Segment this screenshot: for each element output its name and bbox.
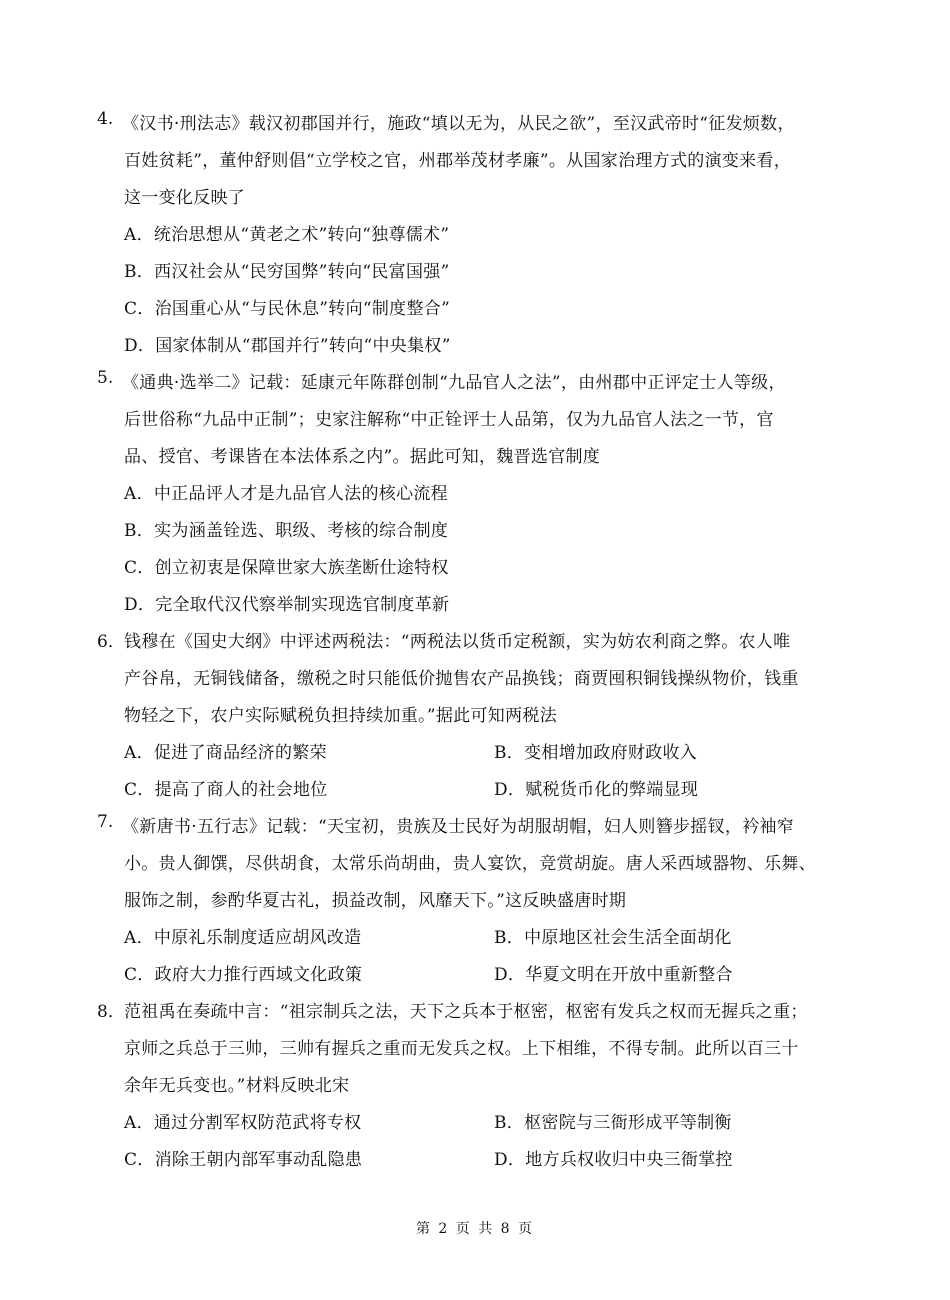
- option-b: B．变相增加政府财政收入: [494, 743, 698, 763]
- question-stem-line: 京师之兵总于三帅，三帅有握兵之重而无发兵之权。上下相维，不得专制。此所以百三十: [124, 1039, 799, 1059]
- question-stem-line: 服饰之制，参酌华夏古礼，损益改制，风靡天下。”这反映盛唐时期: [124, 891, 627, 911]
- question-stem-line: 《通典·选举二》记载：延康元年陈群创制“九品官人之法”，由州郡中正评定士人等级，: [122, 373, 786, 393]
- question-stem-line: 物轻之下，农户实际赋税负担持续加重。”据此可知两税法: [124, 706, 557, 726]
- question-stem-line: 后世俗称“九品中正制”；史家注解称“中正铨评士人品第，仅为九品官人法之一节，官: [124, 410, 774, 430]
- option-b: B．中原地区社会生活全面胡化: [494, 928, 732, 948]
- question-stem-line: 余年无兵变也。”材料反映北宋: [124, 1076, 350, 1096]
- option-a: A．中原礼乐制度适应胡风改造: [124, 928, 362, 948]
- question-stem-line: 这一变化反映了: [124, 188, 246, 208]
- option-b: B．枢密院与三衙形成平等制衡: [494, 1113, 732, 1133]
- option-a: A．促进了商品经济的繁荣: [124, 743, 327, 763]
- question-stem-line: 产谷帛，无铜钱储备，缴税之时只能低价抛售农产品换钱；商贾囤积铜钱操纵物价，钱重: [124, 669, 799, 689]
- option-c: C．提高了商人的社会地位: [124, 780, 328, 800]
- option-c: C．政府大力推行西域文化政策: [124, 965, 363, 985]
- option-d: D．国家体制从“郡国并行”转向“中央集权”: [124, 336, 451, 356]
- option-c: C．治国重心从“与民休息”转向“制度整合”: [124, 299, 451, 319]
- question-stem-line: 百姓贫耗”，董仲舒则倡“立学校之官，州郡举茂材孝廉”。从国家治理方式的演变来看，: [124, 151, 792, 171]
- option-d: D．赋税货币化的弊端显现: [494, 780, 699, 800]
- question-number: 7.: [97, 812, 114, 832]
- question-number: 8．: [97, 1002, 125, 1022]
- option-d: D．完全取代汉代察举制实现选官制度革新: [124, 595, 450, 615]
- option-a: A．统治思想从“黄老之术”转向“独尊儒术”: [124, 225, 450, 245]
- question-stem-line: 《汉书·刑法志》载汉初郡国并行，施政“填以无为，从民之欲”，至汉武帝时“征发烦数，: [122, 114, 795, 134]
- question-stem-line: 品、授官、考课皆在本法体系之内”。据此可知，魏晋选官制度: [124, 447, 601, 467]
- option-c: C．消除王朝内部军事动乱隐患: [124, 1150, 363, 1170]
- question-number: 4.: [97, 109, 114, 129]
- question-stem-line: 范祖禹在奏疏中言：“祖宗制兵之法，天下之兵本于枢密，枢密有发兵之权而无握兵之重；: [124, 1002, 808, 1022]
- option-d: D．地方兵权收归中央三衙掌控: [494, 1150, 733, 1170]
- option-a: A．通过分割军权防范武将专权: [124, 1113, 362, 1133]
- question-number: 6．: [97, 632, 125, 652]
- question-stem-line: 《新唐书·五行志》记载：“天宝初，贵族及士民好为胡服胡帽，妇人则簪步摇钗，衿袖窄: [122, 817, 795, 837]
- question-stem-line: 钱穆在《国史大纲》中评述两税法：“两税法以货币定税额，实为妨农利商之弊。农人唯: [124, 632, 791, 652]
- option-c: C．创立初衷是保障世家大族垄断仕途特权: [124, 558, 449, 578]
- question-stem-line: 小。贵人御馔，尽供胡食，太常乐尚胡曲，贵人宴饮，竞赏胡旋。唐人采西域器物、乐舞、: [124, 854, 816, 874]
- question-number: 5.: [97, 368, 114, 388]
- option-a: A．中正品评人才是九品官人法的核心流程: [124, 484, 448, 504]
- option-b: B．西汉社会从“民穷国弊”转向“民富国强”: [124, 262, 450, 282]
- option-b: B．实为涵盖铨选、职级、考核的综合制度: [124, 521, 449, 541]
- page-footer: 第 2 页 共 8 页: [415, 1221, 535, 1237]
- option-d: D．华夏文明在开放中重新整合: [494, 965, 733, 985]
